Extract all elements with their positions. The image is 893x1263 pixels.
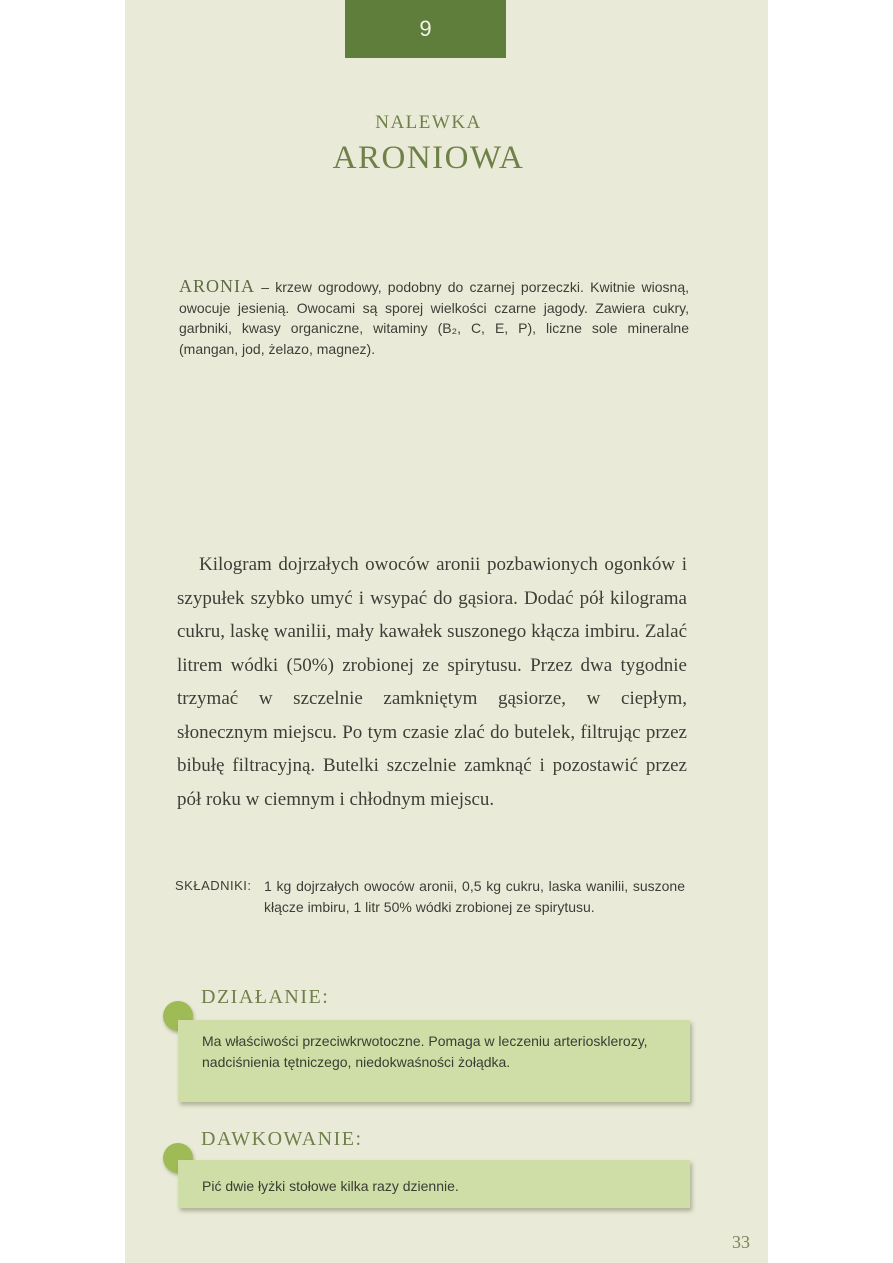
- recipe-kicker: NALEWKA: [375, 112, 482, 133]
- action-box: [178, 1020, 690, 1102]
- dosage-heading: DAWKOWANIE:: [201, 1128, 363, 1150]
- ingredients-label: SKŁADNIKI:: [175, 878, 252, 893]
- recipe-paragraph: Kilogram dojrzałych owoców aronii pozbawionych ogonków i szypułek szybko umyć i wsypać do gąsiora. Dodać pół kilograma cukru, laskę wanilii, mały kawałek suszonego kłącza imbiru. Zalać litrem wódki (50%) zrobionej ze spirytusu. Przez dwa tygodnie trzymać w szczelnie zamkniętym gąsiorze, w ciepłym, słonecznym miejscu. Po tym czasie zlać do butelek, filtrując przez bibułę filtracyjną. Butelki szczelnie zamknąć i pozostawić przez pół roku w ciemnym i chłodnym miejscu.: [177, 554, 687, 810]
- recipe-title: ARONIOWA: [332, 140, 525, 176]
- recipe-number-badge: 9: [345, 0, 506, 58]
- page-number: 33: [732, 1232, 750, 1252]
- dosage-text: Pić dwie łyżki stołowe kilka razy dziennie.: [202, 1178, 459, 1194]
- intro-text: – krzew ogrodowy, podobny do czarnej porzeczki. Kwitnie wiosną, owocuje jesienią. Owocami są sporej wielkości czarne jagody. Zawiera cukry, garbniki, kwasy organiczne, witaminy (B₂, C, E, P), liczne sole mineralne (mangan, jod, żelazo, magnez).: [179, 279, 689, 357]
- ingredients-block: [175, 876, 685, 917]
- action-heading: DZIAŁANIE:: [201, 986, 330, 1008]
- action-text: Ma właściwości przeciwkrwotoczne. Pomaga w leczeniu arteriosklerozy, nadciśnienia tętniczego, niedokwaśności żołądka.: [202, 1033, 648, 1070]
- book-page: [125, 0, 768, 1263]
- ingredients-text: 1 kg dojrzałych owoców aronii, 0,5 kg cukru, laska wanilii, suszone kłącze imbiru, 1 litr 50% wódki zrobionej ze spirytusu.: [264, 878, 685, 915]
- dosage-box: [178, 1160, 690, 1208]
- intro-paragraph: [179, 276, 689, 359]
- intro-lead: ARONIA: [179, 276, 255, 296]
